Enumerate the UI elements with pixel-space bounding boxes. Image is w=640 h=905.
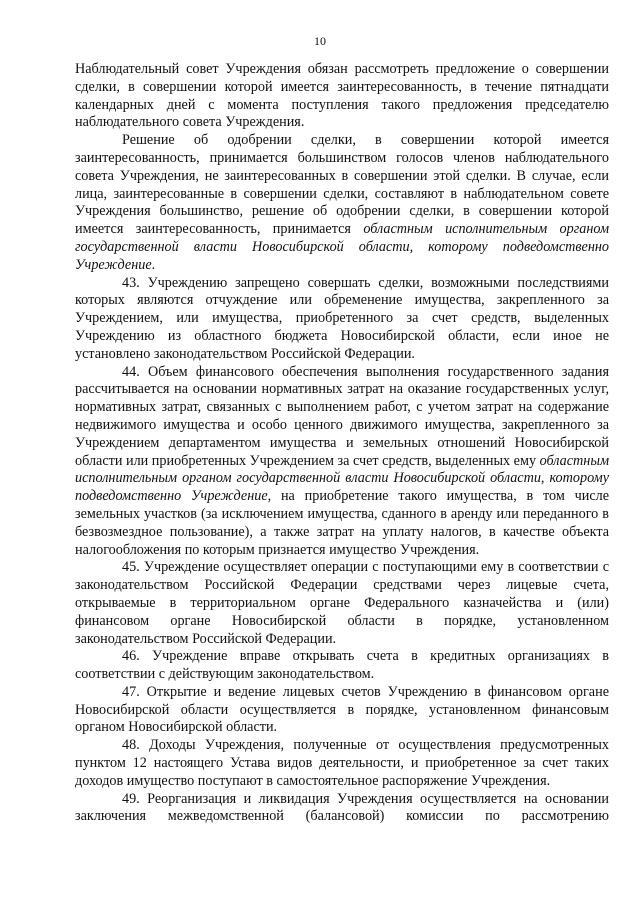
text-segment: 44. Объем финансового обеспечения выполнения государственного задания рассчитывается на основании нормативных затрат на оказание государственных услуг, нормативных затрат, связанных с выполнением работ, с учетом затрат на содержание недвижимого имущества и особо ценного движимого имущества, закрепленного за Учреждением департаментом имущества и земельных отношений Новосибирской области или приобретенных Учреждением за счет средств, выделенных ему <box>75 363 609 469</box>
text-segment: , на приобретение такого имущества, в том числе земельных участков (за исключением имущества, сданного в аренду или переданного в безвозмездное пользование), а также затрат на уплату налогов, в качестве объекта налогообложения по которым признается имущество Учреждения. <box>75 488 609 558</box>
text-segment: 48. Доходы Учреждения, полученные от осуществления предусмотренных пунктом 12 настоящего Устава видов деятельности, и приобретенное за счет таких доходов имущество поступают в самостоятельное распоряжение Учреждения. <box>75 737 609 789</box>
italic-text-segment: областным исполнительным органом государственной власти Новосибирской области, которому подведомственно Учреждение <box>75 452 609 505</box>
text-segment: 45. Учреждение осуществляет операции с поступающими ему в соответствии с законодательством Российской Федерации средствами через лицевые счета, открываемые в территориальном органе Федерального казначейства и (или) финансовом органе Новосибирской области в порядке, установленном законодательством Российской Федерации. <box>75 559 609 647</box>
paragraph <box>75 559 609 648</box>
paragraph <box>75 364 609 560</box>
italic-text-segment: областным исполнительным органом государственной власти Новосибирской области, которому подведомственно Учреждение <box>75 221 609 273</box>
paragraph <box>75 275 609 364</box>
paragraph <box>75 737 609 790</box>
page-number: 10 <box>314 34 326 48</box>
paragraph <box>75 648 609 684</box>
text-segment: 47. Открытие и ведение лицевых счетов Учреждению в финансовом органе Новосибирской области осуществляется в порядке, установленном финансовым органом Новосибирской области. <box>75 683 609 736</box>
text-segment: 43. Учреждению запрещено совершать сделки, возможными последствиями которых являются отчуждение или обременение имущества, закрепленного за Учреждением, или имущества, приобретенного за счет средств, выделенных Учреждению из областного бюджета Новосибирской области, если иное не установлено законодательством Российской Федерации. <box>75 274 609 362</box>
paragraph <box>75 61 609 132</box>
text-segment: 46. Учреждение вправе открывать счета в кредитных организациях в соответствии с действующим законодательством. <box>75 648 609 683</box>
paragraph <box>75 684 609 737</box>
text-segment: . <box>151 256 156 273</box>
paragraph <box>75 132 609 274</box>
text-segment: 49. Реорганизация и ликвидация Учреждения осуществляется на основании заключения межведомственной (балансовой) комиссии по рассмотрению <box>75 790 609 825</box>
paragraph <box>75 791 609 827</box>
text-segment: Решение об одобрении сделки, в совершении которой имеется заинтересованность, принимается большинством голосов членов наблюдательного совета Учреждения, не заинтересованных в совершении этой сделки. В случае, если лица, заинтересованные в совершении сделки, составляют в наблюдательном совете Учреждения большинство, решение об одобрении сделки, в совершении которой имеется заинтересованность, принимается <box>75 132 609 238</box>
text-segment: Наблюдательный совет Учреждения обязан рассмотреть предложение о совершении сделки, в совершении которой имеется заинтересованность, в течение пятнадцати календарных дней с момента поступления такого предложения председателю наблюдательного совета Учреждения. <box>75 61 609 131</box>
document-body <box>75 61 609 826</box>
